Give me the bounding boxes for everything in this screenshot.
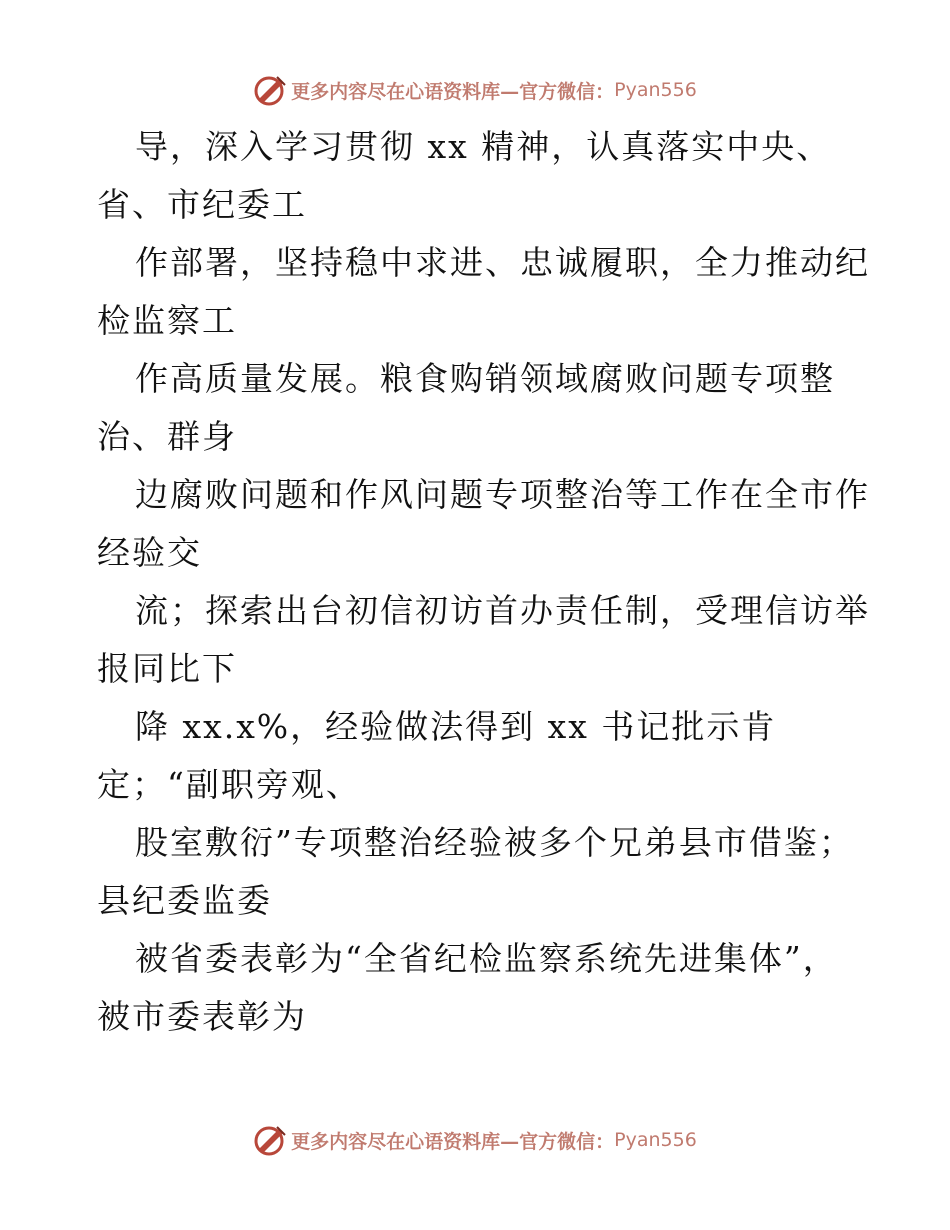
header-watermark: [0, 70, 950, 110]
watermark-text: 更多内容尽在心语资料库—官方微信：: [291, 80, 615, 103]
text-line: 股室敷衍”专项整治经验被多个兄弟县市借鉴；: [135, 823, 854, 862]
pen-logo-icon: [253, 1123, 287, 1157]
text-line: 报同比下: [97, 649, 237, 688]
text-line: 省、市纪委工: [97, 185, 307, 224]
text-line: 被市委表彰为: [97, 997, 307, 1036]
text-line: 定；“副职旁观、: [97, 765, 361, 804]
text-line: 作高质量发展。粮食购销领域腐败问题专项整: [135, 359, 835, 398]
document-body: [97, 118, 877, 1046]
text-line: 县纪委监委: [97, 881, 272, 920]
text-line: 治、群身: [97, 417, 237, 456]
text-line: 边腐败问题和作风问题专项整治等工作在全市作: [135, 475, 870, 514]
text-line: 作部署，坚持稳中求进、忠诚履职，全力推动纪: [135, 243, 870, 282]
text-line: 降 xx.x%，经验做法得到 xx 书记批示肯: [135, 707, 777, 746]
footer-watermark: [0, 1120, 950, 1160]
text-line: 经验交: [97, 533, 202, 572]
text-line: 导，深入学习贯彻 xx 精神，认真落实中央、: [135, 127, 832, 166]
watermark-text: 更多内容尽在心语资料库—官方微信：: [291, 1130, 615, 1153]
wechat-id: Pyan556: [614, 79, 697, 101]
text-line: 被省委表彰为“全省纪检监察系统先进集体”，: [135, 939, 838, 978]
pen-logo-icon: [253, 73, 287, 107]
text-line: 流；探索出台初信初访首办责任制，受理信访举: [135, 591, 870, 630]
text-line: 检监察工: [97, 301, 237, 340]
wechat-id: Pyan556: [614, 1129, 697, 1151]
